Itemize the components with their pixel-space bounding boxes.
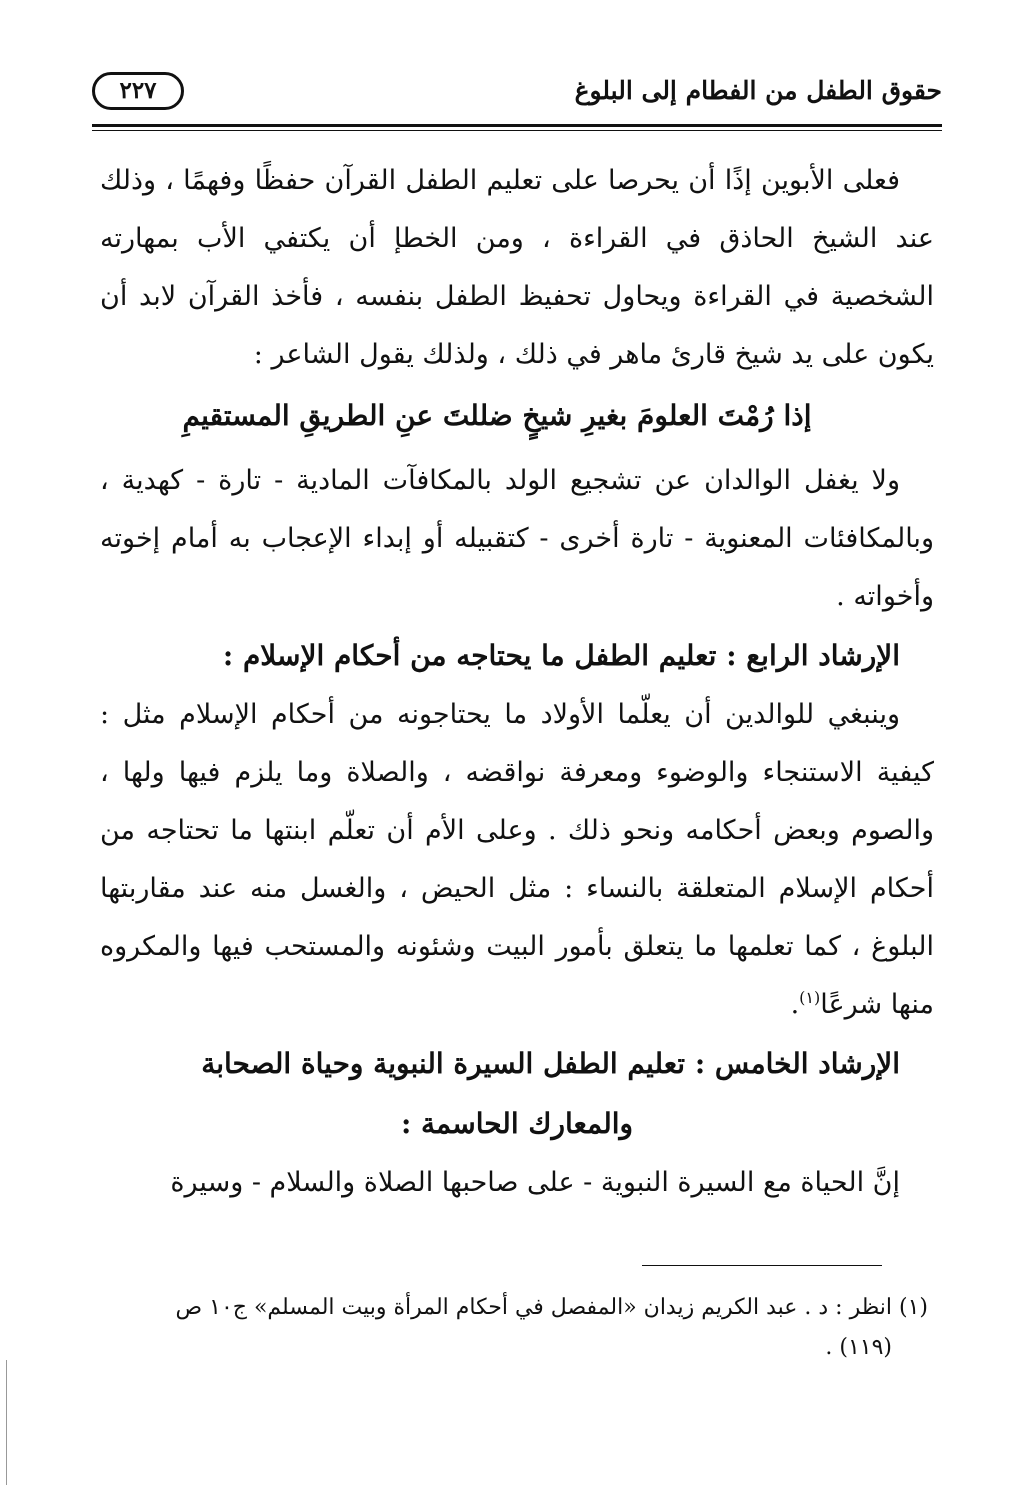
scan-margin-line (6, 1360, 7, 1485)
heading-fifth-guidance-continued: والمعارك الحاسمة : (400, 1107, 634, 1140)
footnote (100, 1288, 928, 1368)
footnote-line-2: (١١٩) . (825, 1335, 892, 1360)
paragraph-prophetic-biography: إنَّ الحياة مع السيرة النبوية - على صاحبها الصلاة والسلام - وسيرة (170, 1167, 900, 1198)
heading-fourth-guidance: الإرشاد الرابع : تعليم الطفل ما يحتاجه من أحكام الإسلام : (222, 639, 900, 672)
footnote-separator (642, 1265, 882, 1266)
poetry-verse: إذا رُمْتَ العلومَ بغيرِ شيخٍ ضللتَ عنِ الطريقِ المستقيمِ (182, 399, 812, 432)
running-title: حقوق الطفل من الفطام إلى البلوغ (574, 76, 942, 105)
paragraph-rewards: ولا يغفل الوالدان عن تشجيع الولد بالمكافآت المادية - تارة - كهدية ، وبالمكافئات المعنوية - تارة أخرى - كتقبيله أو إبداء الإعجاب به أمام إخوته وأخواته . (100, 465, 934, 612)
paragraph-islamic-rulings-text: وينبغي للوالدين أن يعلّما الأولاد ما يحتاجونه من أحكام الإسلام مثل : كيفية الاستنجاء والوضوء ومعرفة نواقضه ، والصلاة وما يلزم فيها ولها ، والصوم وبعض أحكامه ونحو ذلك . وعلى الأم أن تعلّم ابنتها ما تحتاجه من أحكام الإسلام المتعلقة بالنساء : مثل الحيض ، والغسل منه عند مقاربتها البلوغ ، كما تعلمها ما يتعلق بأمور البيت وشئونه والمستحب فيها والمكروه منها شرعًا (100, 699, 934, 1020)
paragraph-quran-teaching: فعلى الأبوين إذًا أن يحرصا على تعليم الطفل القرآن حفظًا وفهمًا ، وذلك عند الشيخ الحاذق في القراءة ، ومن الخطإ أن يكتفي الأب بمهارته الشخصية في القراءة ويحاول تحفيظ الطفل بنفسه ، فأخذ القرآن لابد أن يكون على يد شيخ قارئ ماهر في ذلك ، ولذلك يقول الشاعر : (100, 165, 934, 370)
header-rule-thick (92, 124, 942, 127)
paragraph-islamic-rulings (100, 686, 934, 1034)
heading-fifth-guidance: الإرشاد الخامس : تعليم الطفل السيرة النبوية وحياة الصحابة (201, 1047, 900, 1080)
footnote-line-1: (١) انظر : د . عبد الكريم زيدان «المفصل في أحكام المرأة وبيت المسلم» ج١٠ ص (175, 1295, 928, 1320)
page-number-badge: ٢٢٧ (92, 72, 184, 110)
footnote-reference: (١) (799, 988, 821, 1007)
header-rule-thin (92, 130, 942, 131)
main-text (100, 152, 934, 1212)
paragraph-end-mark: . (790, 989, 800, 1020)
page-header (92, 70, 942, 120)
